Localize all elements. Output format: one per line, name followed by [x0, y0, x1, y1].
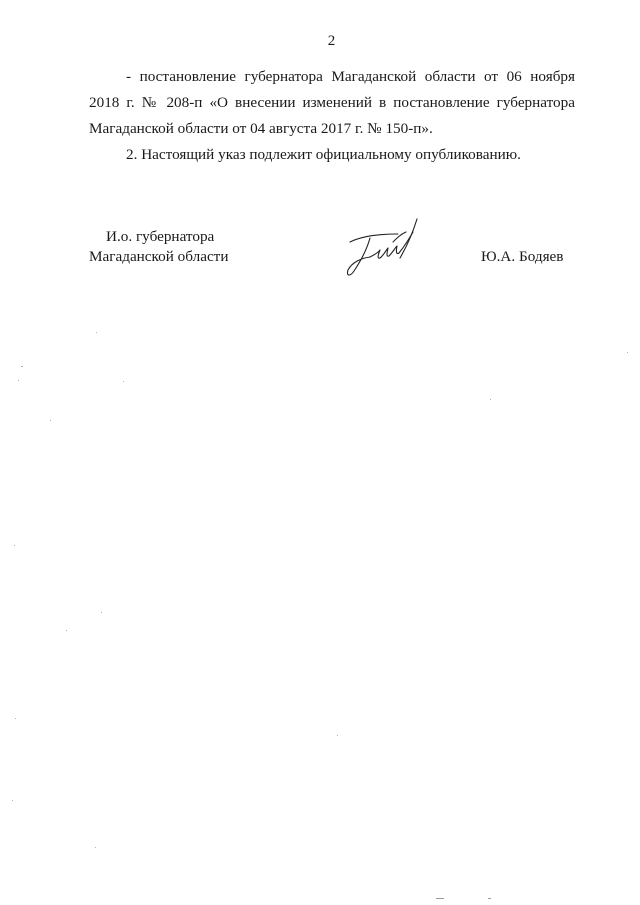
scan-speck [12, 800, 13, 801]
scan-speck [101, 612, 102, 613]
page-number: 2 [327, 33, 336, 49]
scan-speck [123, 381, 124, 382]
scan-speck [15, 718, 16, 719]
scan-speck [18, 380, 19, 381]
scan-speck [21, 366, 23, 367]
scan-speck [50, 420, 51, 421]
document-body [89, 64, 575, 168]
handwritten-signature [340, 217, 440, 283]
signature-block [0, 227, 640, 297]
signatory-name: Ю.А. Бодяев [481, 248, 564, 265]
signatory-title-line1: И.о. губернатора [106, 228, 215, 245]
signatory-title [89, 227, 228, 267]
signatory-title-line2: Магаданской области [89, 248, 229, 265]
scan-speck [66, 630, 67, 631]
scan-speck [488, 898, 491, 899]
scan-speck [627, 352, 628, 353]
scan-speck [436, 898, 444, 899]
scan-speck [490, 399, 491, 400]
scan-speck [337, 735, 338, 736]
paragraph-publication: 2. Настоящий указ подлежит официальному опубликованию. [126, 146, 521, 163]
scan-speck [96, 332, 97, 333]
scan-speck [14, 545, 15, 546]
scan-speck [95, 847, 96, 848]
paragraph-repealed-act: - постановление губернатора Магаданской области от 06 ноября 2018 г. № 208-п «О внесении изменений в постановление губернатора Магаданской области от 04 августа 2017 г. № 150-п». [89, 68, 575, 137]
